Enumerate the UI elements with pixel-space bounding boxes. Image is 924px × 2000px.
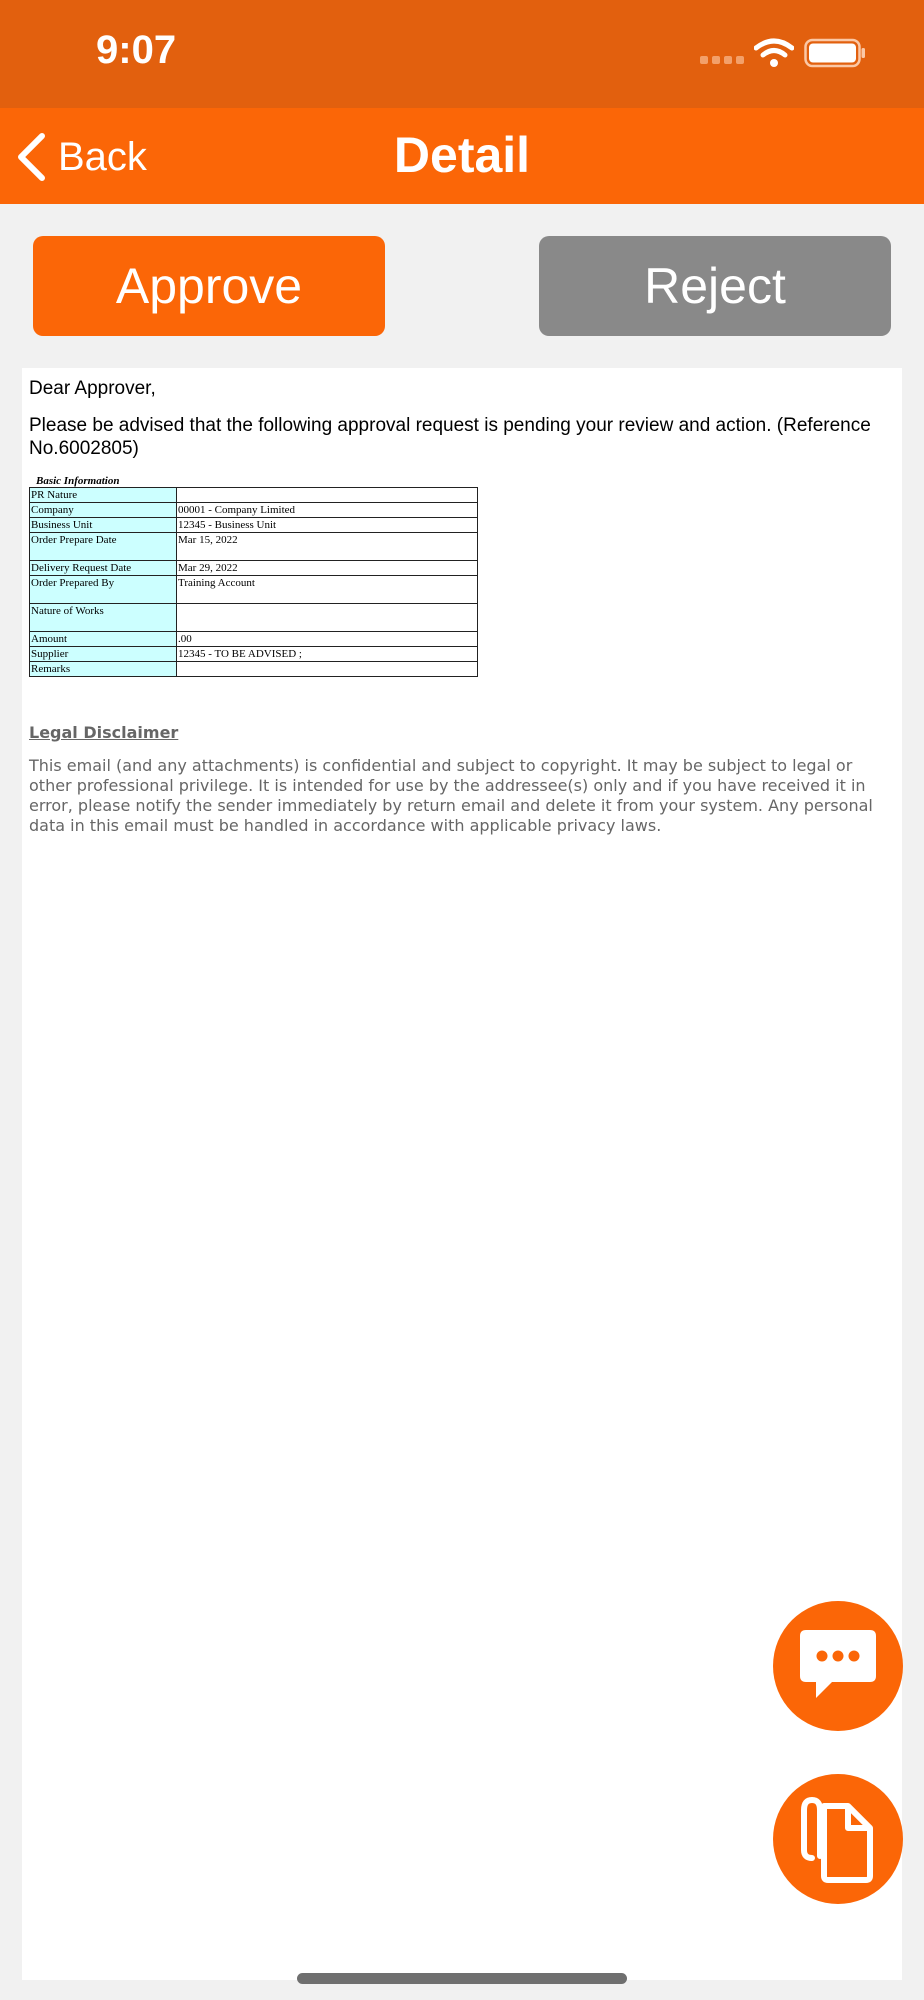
row-value: 00001 - Company Limited (177, 503, 478, 518)
home-indicator[interactable] (297, 1973, 627, 1984)
attachment-icon (798, 1794, 878, 1884)
page-title: Detail (393, 127, 531, 183)
row-value: Mar 29, 2022 (177, 561, 478, 576)
back-label: Back (58, 134, 147, 179)
row-value (177, 662, 478, 677)
comment-button[interactable] (773, 1601, 903, 1731)
status-bar (0, 0, 924, 108)
row-value: Mar 15, 2022 (177, 533, 478, 561)
attachment-button[interactable] (773, 1774, 903, 1904)
disclaimer-title: Legal Disclaimer (29, 723, 179, 742)
email-content (22, 368, 902, 1980)
approve-button[interactable]: Approve (33, 236, 385, 336)
table-row (30, 561, 478, 576)
row-label: Company (30, 503, 177, 518)
disclaimer-text: This email (and any attachments) is confidential and subject to copyright. It may be subject to legal or other professional privilege. It is intended for use by the addressee(s) only and if you have received it in error, please notify the sender immediately by return email and delete it from your system. Any personal data in this email must be handled in accordance with applicable privacy laws. (29, 756, 873, 835)
row-value (177, 488, 478, 503)
row-label: Delivery Request Date (30, 561, 177, 576)
row-label: Remarks (30, 662, 177, 677)
basic-info-table (29, 487, 478, 677)
email-notice: Please be advised that the following approval request is pending your review and action. (Reference No.6002805) (29, 415, 871, 459)
row-value: .00 (177, 632, 478, 647)
table-row (30, 533, 478, 561)
row-value: 12345 - TO BE ADVISED ; (177, 647, 478, 662)
row-label: Nature of Works (30, 604, 177, 632)
table-row (30, 632, 478, 647)
email-greeting: Dear Approver, (29, 378, 156, 399)
row-value: 12345 - Business Unit (177, 518, 478, 533)
table-row (30, 503, 478, 518)
wifi-icon (754, 38, 794, 68)
basic-info-title: Basic Information (36, 475, 120, 487)
table-row (30, 576, 478, 604)
reject-button[interactable]: Reject (539, 236, 891, 336)
table-row (30, 662, 478, 677)
table-row (30, 518, 478, 533)
comment-icon (798, 1628, 878, 1704)
row-label: PR Nature (30, 488, 177, 503)
row-value (177, 604, 478, 632)
table-row (30, 647, 478, 662)
row-label: Order Prepare Date (30, 533, 177, 561)
status-time: 9:07 (96, 28, 177, 72)
battery-icon (804, 38, 866, 68)
cellular-signal-icon (700, 56, 744, 66)
table-row (30, 604, 478, 632)
row-value: Training Account (177, 576, 478, 604)
table-row (30, 488, 478, 503)
navigation-bar (0, 108, 924, 204)
row-label: Business Unit (30, 518, 177, 533)
row-label: Amount (30, 632, 177, 647)
row-label: Supplier (30, 647, 177, 662)
row-label: Order Prepared By (30, 576, 177, 604)
